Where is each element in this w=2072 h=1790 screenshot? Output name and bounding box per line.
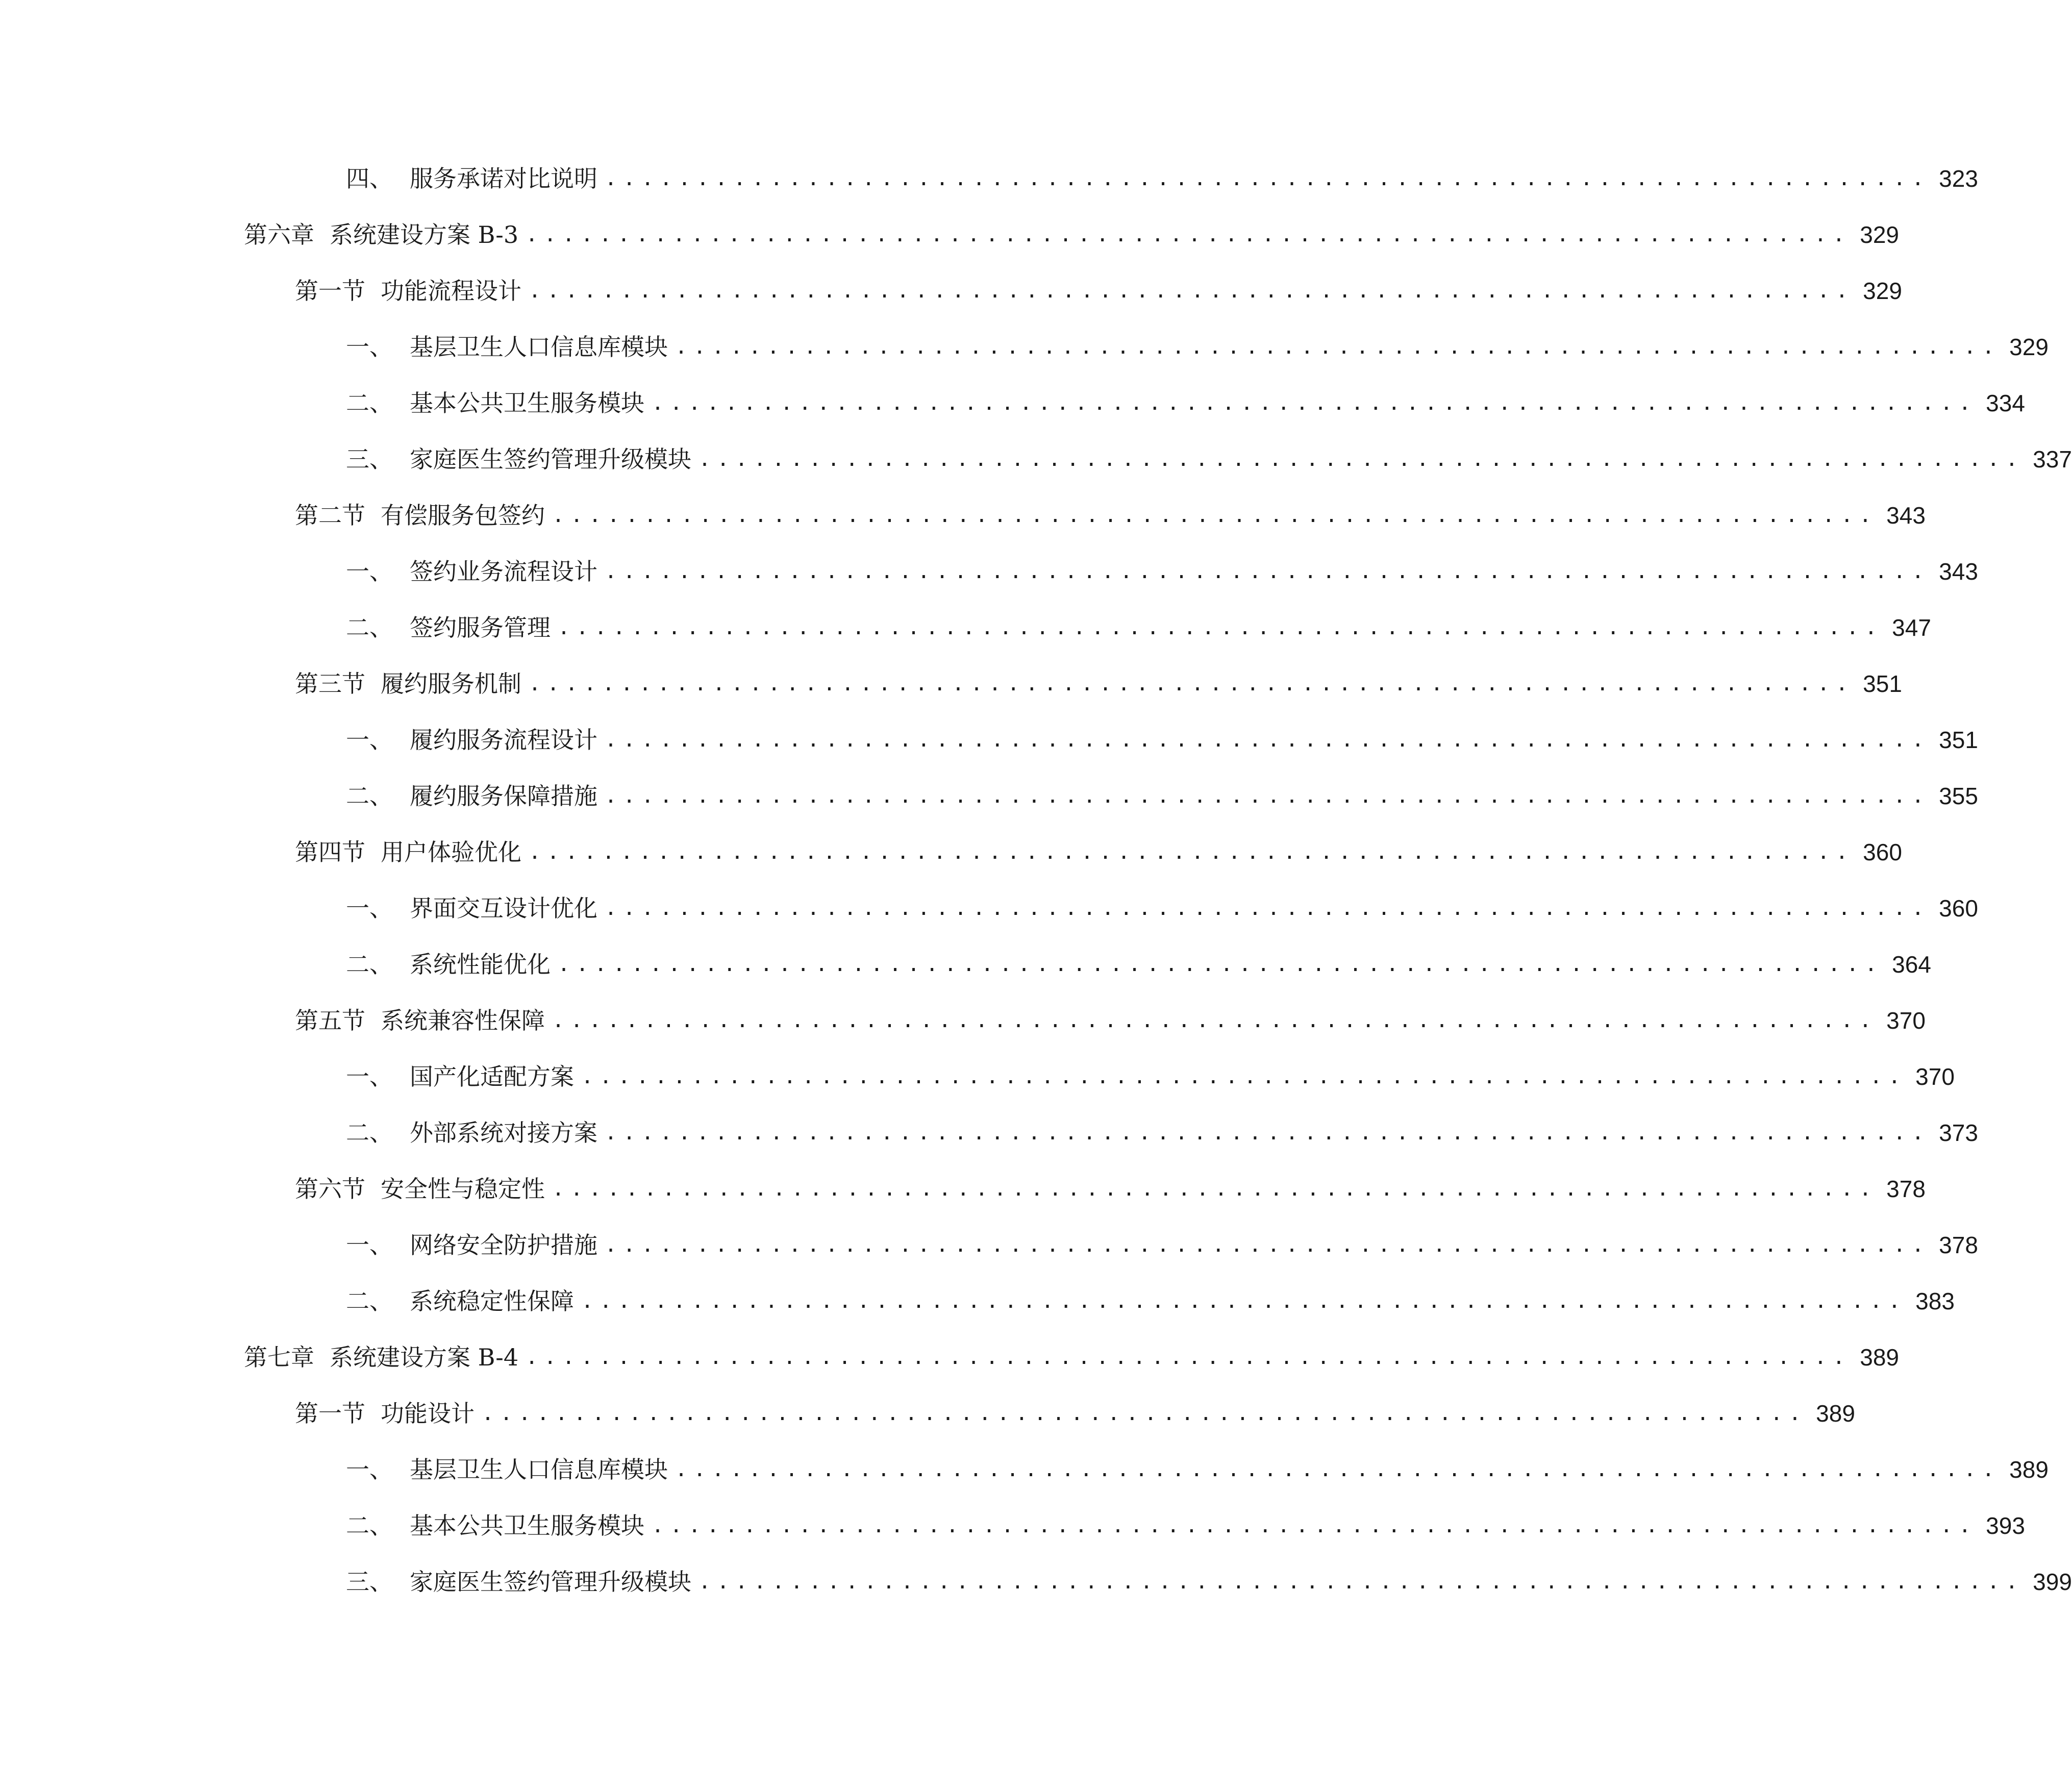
toc-entry-page: 329 [2009,334,2049,360]
toc-entry-page: 389 [1860,1344,1899,1371]
toc-entry-page: 334 [1986,390,2025,416]
toc-entry-page: 343 [1939,558,1978,585]
toc-entry[interactable] [346,1112,1978,1153]
toc-entry-page: 323 [1939,165,1978,192]
toc-entry-number: 第三节 [295,670,365,698]
toc-entry-title: 用户体验优化 [381,838,521,866]
toc-entry[interactable] [346,607,1931,648]
toc-entry-page: 373 [1939,1120,1978,1146]
toc-entry-page: 351 [1939,727,1978,753]
toc-entry-page: 347 [1892,614,1931,641]
toc-entry-page: 360 [1939,895,1978,922]
dot-leader: ........................................................................ [482,1402,1807,1425]
toc-entry-number: 二、 [346,1287,393,1315]
toc-entry-title: 国产化适配方案 [410,1063,574,1090]
toc-entry[interactable] [346,158,1978,199]
toc-entry-number: 一、 [346,1063,393,1090]
toc-entry-page: 364 [1892,951,1931,978]
toc-entry-page: 389 [2009,1456,2049,1483]
toc-entry-number: 三、 [346,445,393,473]
dot-leader: ........................................................................ [526,223,1851,246]
toc-entry-title: 系统建设方案 B-3 [330,221,519,248]
toc-entry-title: 家庭医生签约管理升级模块 [410,445,691,473]
toc-entry-title: 履约服务保障措施 [410,782,597,810]
dot-leader: ........................................................................ [652,1514,1977,1537]
toc-entry-title: 系统稳定性保障 [410,1287,574,1315]
toc-entry-page: 378 [1886,1176,1926,1202]
dot-leader: ........................................................................ [552,1009,1878,1032]
toc-entry[interactable] [346,551,1978,592]
toc-entry-page: 370 [1915,1063,1955,1090]
toc-entry-number: 二、 [346,389,393,417]
toc-entry-title: 服务承诺对比说明 [410,165,597,192]
toc-entry[interactable] [346,944,1931,985]
toc-entry-section[interactable] [295,1169,1926,1209]
dot-leader: ........................................................................ [675,1458,2001,1481]
toc-entry-chapter[interactable] [244,214,1899,255]
toc-entry-title: 履约服务流程设计 [410,726,597,754]
toc-entry-title: 家庭医生签约管理升级模块 [410,1568,691,1596]
toc-entry[interactable] [346,776,1978,816]
toc-entry-page: 389 [1816,1400,1855,1427]
toc-entry-page: 355 [1939,783,1978,809]
toc-entry-title: 系统建设方案 B-4 [330,1344,519,1371]
toc-entry[interactable] [346,327,2049,367]
toc-entry[interactable] [346,888,1978,929]
toc-entry-number: 二、 [346,1119,393,1147]
toc-entry-page: 393 [1986,1512,2025,1539]
toc-entry-number: 第六章 [244,221,314,248]
toc-entry-page: 399 [2033,1569,2072,1595]
dot-leader: ........................................................................ [605,897,1930,920]
dot-leader: ........................................................................ [605,784,1930,808]
toc-entry-number: 一、 [346,558,393,585]
toc-entry-number: 二、 [346,782,393,810]
dot-leader: ........................................................................ [526,1346,1851,1369]
toc-entry-number: 二、 [346,1512,393,1539]
dot-leader: ........................................................................ [529,840,1854,864]
dot-leader: ........................................................................ [605,1121,1930,1145]
toc-entry-number: 四、 [346,165,393,192]
toc-entry-title: 基层卫生人口信息库模块 [410,333,668,361]
toc-entry-number: 一、 [346,1231,393,1259]
toc-entry-title: 安全性与稳定性 [381,1175,545,1203]
dot-leader: ........................................................................ [552,1177,1878,1201]
toc-entry-section[interactable] [295,832,1902,873]
toc-entry[interactable] [346,439,2072,480]
toc-entry-section[interactable] [295,495,1926,536]
toc-entry-title: 系统兼容性保障 [381,1007,545,1034]
toc-entry-title: 签约服务管理 [410,614,551,641]
toc-entry[interactable] [346,1449,2049,1490]
toc-entry[interactable] [346,1056,1955,1097]
toc-entry[interactable] [346,383,2025,424]
toc-entry-page: 343 [1886,502,1926,529]
toc-entry[interactable] [346,1505,2025,1546]
toc-entry-number: 第六节 [295,1175,365,1203]
dot-leader: ........................................................................ [605,1233,1930,1257]
toc-entry-title: 功能设计 [381,1400,475,1427]
toc-entry-number: 第四节 [295,838,365,866]
dot-leader: ........................................................................ [529,672,1854,695]
toc-entry-number: 第五节 [295,1007,365,1034]
toc-entry-page: 360 [1863,839,1902,865]
toc-entry-title: 网络安全防护措施 [410,1231,597,1259]
toc-entry-title: 有偿服务包签约 [381,502,545,529]
toc-entry-number: 三、 [346,1568,393,1596]
toc-entry[interactable] [346,1281,1955,1322]
toc-entry-title: 界面交互设计优化 [410,894,597,922]
dot-leader: ........................................................................ [698,1570,2024,1594]
toc-entry-page: 329 [1863,278,1902,304]
toc-entry-page: 351 [1863,670,1902,697]
dot-leader: ........................................................................ [675,335,2001,359]
dot-leader: ........................................................................ [529,279,1854,303]
toc-entry[interactable] [346,1561,2072,1602]
toc-entry-section[interactable] [295,1393,1855,1434]
toc-entry-number: 第一节 [295,277,365,305]
toc-entry-title: 系统性能优化 [410,951,551,978]
toc-entry-page: 337 [2033,446,2072,473]
toc-entry-number: 一、 [346,726,393,754]
toc-entry-section[interactable] [295,1000,1926,1041]
dot-leader: ........................................................................ [558,953,1883,976]
toc-entry-number: 二、 [346,614,393,641]
dot-leader: ........................................................................ [552,504,1878,527]
toc-entry-number: 第二节 [295,502,365,529]
toc-entry-page: 378 [1939,1232,1978,1258]
toc-entry-title: 履约服务机制 [381,670,521,698]
toc-entry[interactable] [346,719,1978,760]
toc-entry-number: 一、 [346,894,393,922]
toc-entry-page: 370 [1886,1007,1926,1034]
toc-entry[interactable] [346,1225,1978,1265]
dot-leader: ........................................................................ [558,616,1883,639]
toc-entry-section[interactable] [295,270,1902,311]
dot-leader: ........................................................................ [605,167,1930,190]
toc-entry-title: 外部系统对接方案 [410,1119,597,1147]
dot-leader: ........................................................................ [698,448,2024,471]
dot-leader: ........................................................................ [652,391,1977,415]
toc-entry-number: 二、 [346,951,393,978]
toc-entry-section[interactable] [295,663,1902,704]
dot-leader: ........................................................................ [605,560,1930,583]
toc-entry-title: 功能流程设计 [381,277,521,305]
toc-entry-number: 一、 [346,333,393,361]
dot-leader: ........................................................................ [605,728,1930,752]
toc-entry-title: 签约业务流程设计 [410,558,597,585]
toc-entry-page: 329 [1860,221,1899,248]
toc-entry-page: 383 [1915,1288,1955,1314]
toc-entry-title: 基本公共卫生服务模块 [410,1512,644,1539]
dot-leader: ........................................................................ [581,1065,1907,1088]
toc-entry-number: 一、 [346,1456,393,1483]
toc-entry-number: 第一节 [295,1400,365,1427]
toc-entry-title: 基本公共卫生服务模块 [410,389,644,417]
dot-leader: ........................................................................ [581,1289,1907,1313]
toc-entry-title: 基层卫生人口信息库模块 [410,1456,668,1483]
toc-entry-chapter[interactable] [244,1337,1899,1378]
toc-entry-number: 第七章 [244,1344,314,1371]
